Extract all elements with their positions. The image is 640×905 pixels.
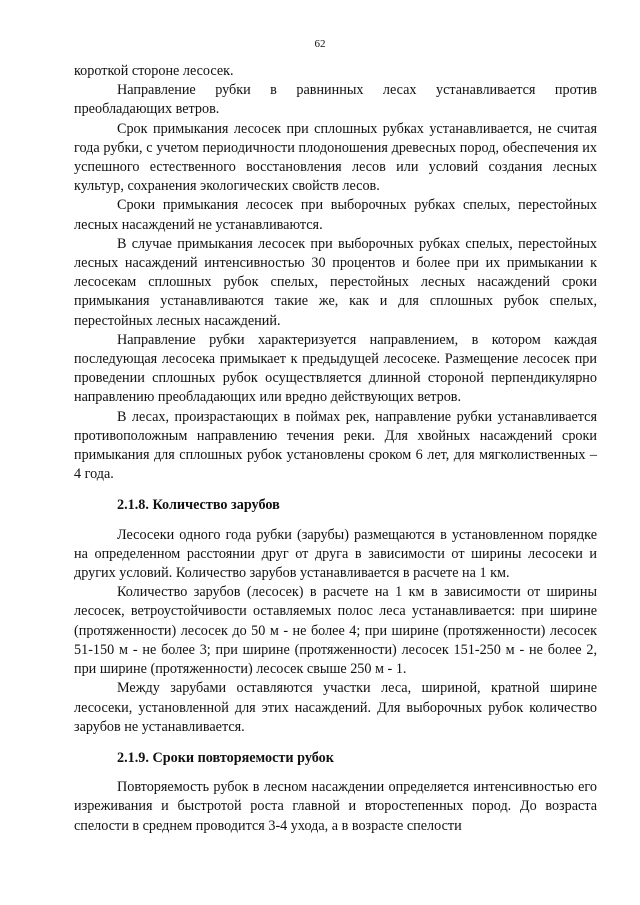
section-heading: 2.1.9. Сроки повторяемости рубок [117,749,334,766]
page-number: 62 [314,38,326,50]
paragraph: Лесосеки одного года рубки (зарубы) размещаются в установленном порядке на определенном расстоянии друг от друга в зависимости от ширины лесосеки и других условий. Количество зарубов устанавливается в расчете на 1 км. [74,526,597,582]
paragraph: Срок примыкания лесосек при сплошных рубках устанавливается, не считая года рубки, с учетом периодичности плодоношения древесных пород, обеспечения их успешного естественного восстановления лесов или условий создания лесных культур, сохранения экологических свойств лесов. [74,120,597,195]
paragraph: короткой стороне лесосек. [74,63,234,79]
paragraph: Направление рубки в равнинных лесах устанавливается против преобладающих ветров. [74,82,597,118]
paragraph: Между зарубами оставляются участки леса, шириной, кратной ширине лесосеки, установленной для этих насаждений. Для выборочных рубок количество зарубов не устанавливается. [74,680,597,735]
paragraph: Сроки примыкания лесосек при выборочных рубках спелых, перестойных лесных насаждений не устанавливаются. [74,197,597,233]
paragraph: Направление рубки характеризуется направлением, в котором каждая последующая лесосека примыкает к предыдущей лесосеке. Размещение лесосек при проведении сплошных рубок осуществляется длинной стороной перпендикулярно направлению преобладающих или вредно действующих ветров. [74,331,597,406]
page-content [74,62,597,836]
paragraph: В лесах, произрастающих в поймах рек, направление рубки устанавливается противоположным направлению течения реки. Для хвойных насаждений сроки примыкания для сплошных рубок установлены сроком 6 лет, для мягколиственных – 4 года. [74,408,597,483]
paragraph: Количество зарубов (лесосек) в расчете на 1 км в зависимости от ширины лесосек, ветроустойчивости оставляемых полос леса устанавливается: при ширине (протяженности) лесосек до 50 м - не более 4; при ширине (протяженности) лесосек 51-150 м - не более 3; при ширине (протяженности) лесосек 151-250 м - не более 2, при ширине (протяженности) лесосек свыше 250 м - 1. [74,584,597,678]
paragraph: В случае примыкания лесосек при выборочных рубках спелых, перестойных лесных насаждений интенсивностью 30 процентов и более при их примыкании к лесосекам сплошных рубок спелых, перестойных лесных насаждений сроки примыкания устанавливаются такие же, как и для сплошных рубок спелых, перестойных лесных насаждений. [74,235,597,329]
section-heading: 2.1.8. Количество зарубов [117,497,280,514]
paragraph: Повторяемость рубок в лесном насаждении определяется интенсивностью его изреживания и быстротой роста главной и второстепенных пород. До возраста спелости в среднем проводится 3-4 ухода, а в возрасте спелости [74,779,597,834]
